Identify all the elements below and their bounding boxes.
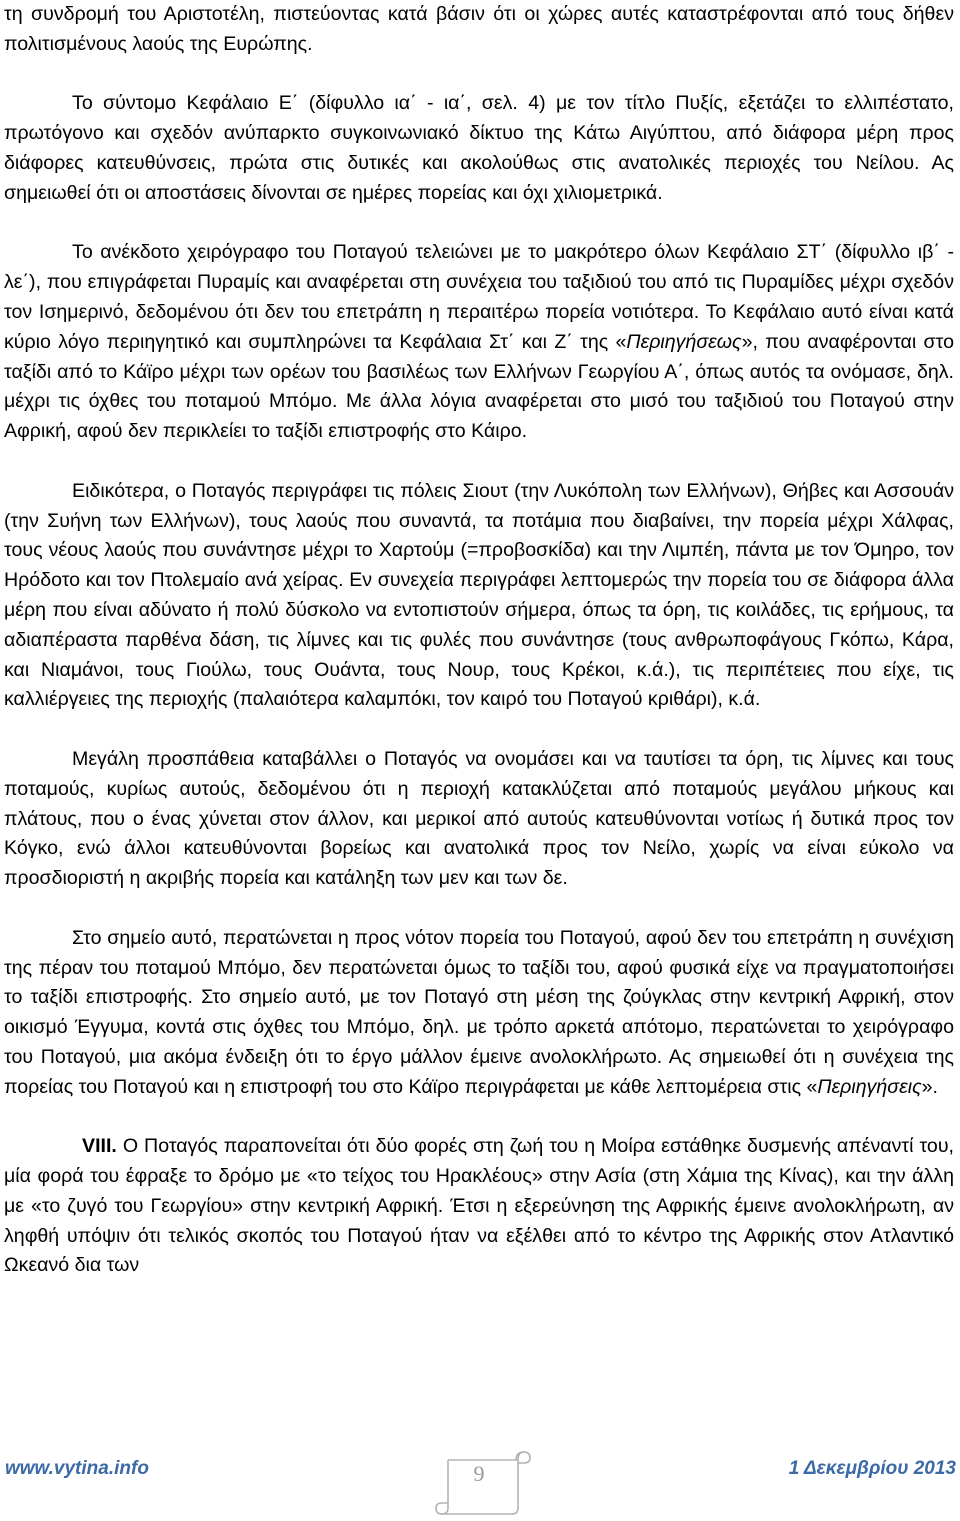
paragraph-3 bbox=[4, 238, 954, 447]
paragraph-4: Ειδικότερα, ο Ποταγός περιγράφει τις πόλεις Σιουτ (την Λυκόπολη των Ελλήνων), Θήβες και Ασσουάν (την Συήνη των Ελλήνων), τους λαούς που συναντά, τα ποτάμια που διαβαίνει, την πορεία μέχρι Χάλφας, τους νέους λαούς που συνάντησε μέχρι το Χαρτούμ (=προβοσκίδα) και την Λιμπέη, πάντα με τον Όμηρο, τον Ηρόδοτο και τον Πτολεμαίο ανά χείρας. Εν συνεχεία περιγράφει λεπτομερώς την πορεία του σε διάφορα άλλα μέρη που είναι αδύνατο ή πολύ δύσκολο να εντοπιστούν σήμερα, όπως τα όρη, τις κοιλάδες, τις ερήμους, τα αδιαπέραστα παρθένα δάση, τις λίμνες και τις φυλές που συνάντησε (τους ανθρωποφάγους Γκόπω, Κάρα, και Νιαμάνοι, τους Γιούλω, τους Ουάντα, τους Νουρ, τους Κρέκοι, κ.ά.), τις περιπέτειες που είχε, τις καλλιέργειες της περιοχής (παλαιότερα καλαμπόκι, τον καιρό του Ποταγού κριθάρι), κ.ά. bbox=[4, 479, 954, 711]
page-number: 9 bbox=[473, 1461, 485, 1486]
paragraph-5: Μεγάλη προσπάθεια καταβάλλει ο Ποταγός να ονομάσει και να ταυτίσει τα όρη, τις λίμνες και τους ποταμούς, κυρίως αυτούς, δεδομένου ότι η περιοχή κατακλύζεται από ποταμούς μεγάλου μήκους και πλάτους, που ο ένας χύνεται στον άλλον, και μερικοί από αυτούς κατευθύνονται νοτίως ή δυτικά προς τον Κόγκο, ενώ άλλοι κατευθύνονται βορείως και ανατολικά προς τον Νείλο, χωρίς να είναι εύκολο να προσδιοριστή η ακριβής πορεία και κατάληξη των μεν και των δε. bbox=[4, 747, 954, 890]
paragraph-3-text: Το ανέκδοτο χειρόγραφο του Ποταγού τελειώνει με το μακρότερο όλων Κεφάλαιο ΣΤ΄ (δίφυλλο ιβ΄ - λε΄), που επιγράφεται Πυραμίς και αναφέρεται στη συνέχεια του ταξιδιού του από τις Πυραμίδες μέχρι σχεδόν τον Ισημερινό, δεδομένου ότι δεν του επετράπη η περαιτέρω πορεία νοτιότερα. Το Κεφάλαιο αυτό είναι κατά κύριο λόγο περιηγητικό και συμπληρώνει τα Κεφάλαια Στ΄ και Ζ΄ της « bbox=[4, 241, 954, 353]
section-number: VIII. bbox=[82, 1135, 117, 1158]
page-footer bbox=[0, 1446, 960, 1521]
publication-date: 1 Δεκεμβρίου 2013 bbox=[788, 1458, 956, 1479]
website-link[interactable]: www.vytina.info bbox=[5, 1458, 149, 1479]
paragraph-6 bbox=[4, 924, 954, 1103]
paragraph-6-text-end: ». bbox=[921, 1075, 938, 1098]
paragraph-2: Το σύντομο Κεφάλαιο Ε΄ (δίφυλλο ια΄ - ια΄, σελ. 4) με τον τίτλο Πυξίς, εξετάζει το ελλιπέστατο, πρωτόγονο και σχεδόν ανύπαρκτο συγκοινωνιακό δίκτυο της Κάτω Αιγύπτου, από διάφορα μέρη προς διάφορες κατευθύνσεις, πρώτα στις δυτικές και ακολούθως στις ανατολικές περιοχές του Νείλου. Ας σημειωθεί ότι οι αποστάσεις δίνονται σε ημέρες πορείας και όχι χιλιομετρικά. bbox=[4, 92, 954, 204]
paragraph-7-text: Ο Ποταγός παραπονείται ότι δύο φορές στη ζωή του η Μοίρα εστάθηκε δυσμενής απέναντί του, μία φορά του έφραξε το δρόμο με «το τείχος του Ηρακλέους» στην Ασία (στη Χάμια της Κίνας), και την άλλη με «το ζυγό του Γεωργίου» στην κεντρική Αφρική. Έτσι η εξερεύνηση της Αφρικής έμεινε ανολοκλήρωτη, αν ληφθή υπόψιν ότι τελικός σκοπός του Ποταγού ήταν να εξέλθει από το κέντρο της Αφρικής στον Ατλαντικό Ωκεανό δια των bbox=[4, 1135, 954, 1277]
perigiseos-title: Περιηγήσεως bbox=[626, 330, 742, 353]
paragraph-1: τη συνδρομή του Αριστοτέλη, πιστεύοντας κατά βάσιν ότι οι χώρες αυτές καταστρέφονται από τους δήθεν πολιτισμένους λαούς της Ευρώπης. bbox=[4, 3, 954, 55]
perigiseis-title: Περιηγήσεις bbox=[817, 1075, 922, 1098]
paragraph-6-text: Στο σημείο αυτό, περατώνεται η προς νότον πορεία του Ποταγού, αφού δεν του επετράπη η συνέχιση της πέραν του ποταμού Μπόμο, δεν περατώνεται όμως το ταξίδι του, αφού φυσικά είχε να πραγματοποιήσει το ταξίδι επιστροφής. Στο σημείο αυτό, με τον Ποταγό στη μέση της ζούγκλας στην κεντρική Αφρική, στον οικισμό Έγγυμα, κοντά στις όχθες του Μπόμο, δηλ. με τρόπο αρκετά απότομο, περατώνεται το χειρόγραφο του Ποταγού, μια ακόμα ένδειξη ότι το έργο μάλλον έμεινε ανολοκλήρωτο. Ας σημειωθεί ότι η συνέχεια της πορείας του Ποταγού και η επιστροφή του στο Κάϊρο περιγράφεται με κάθε λεπτομέρεια στις « bbox=[4, 926, 954, 1098]
document-body bbox=[4, 0, 954, 1281]
paragraph-3-text-continued: », που αναφέρονται στο ταξίδι από το Κάϊρο μέχρι των ορέων του βασιλέως των Ελλήνων Γεωργίου Α΄, όπως αυτός τα ονόμασε, δηλ. μέχρι τις όχθες του ποταμού Μπόμο. Με άλλα λόγια αναφέρεται στο μισό του ταξιδιού του Ποταγού στην Αφρική, αφού δεν περικλείει το ταξίδι επιστροφής στο Κάιρο. bbox=[4, 330, 954, 443]
paragraph-7 bbox=[4, 1132, 954, 1281]
